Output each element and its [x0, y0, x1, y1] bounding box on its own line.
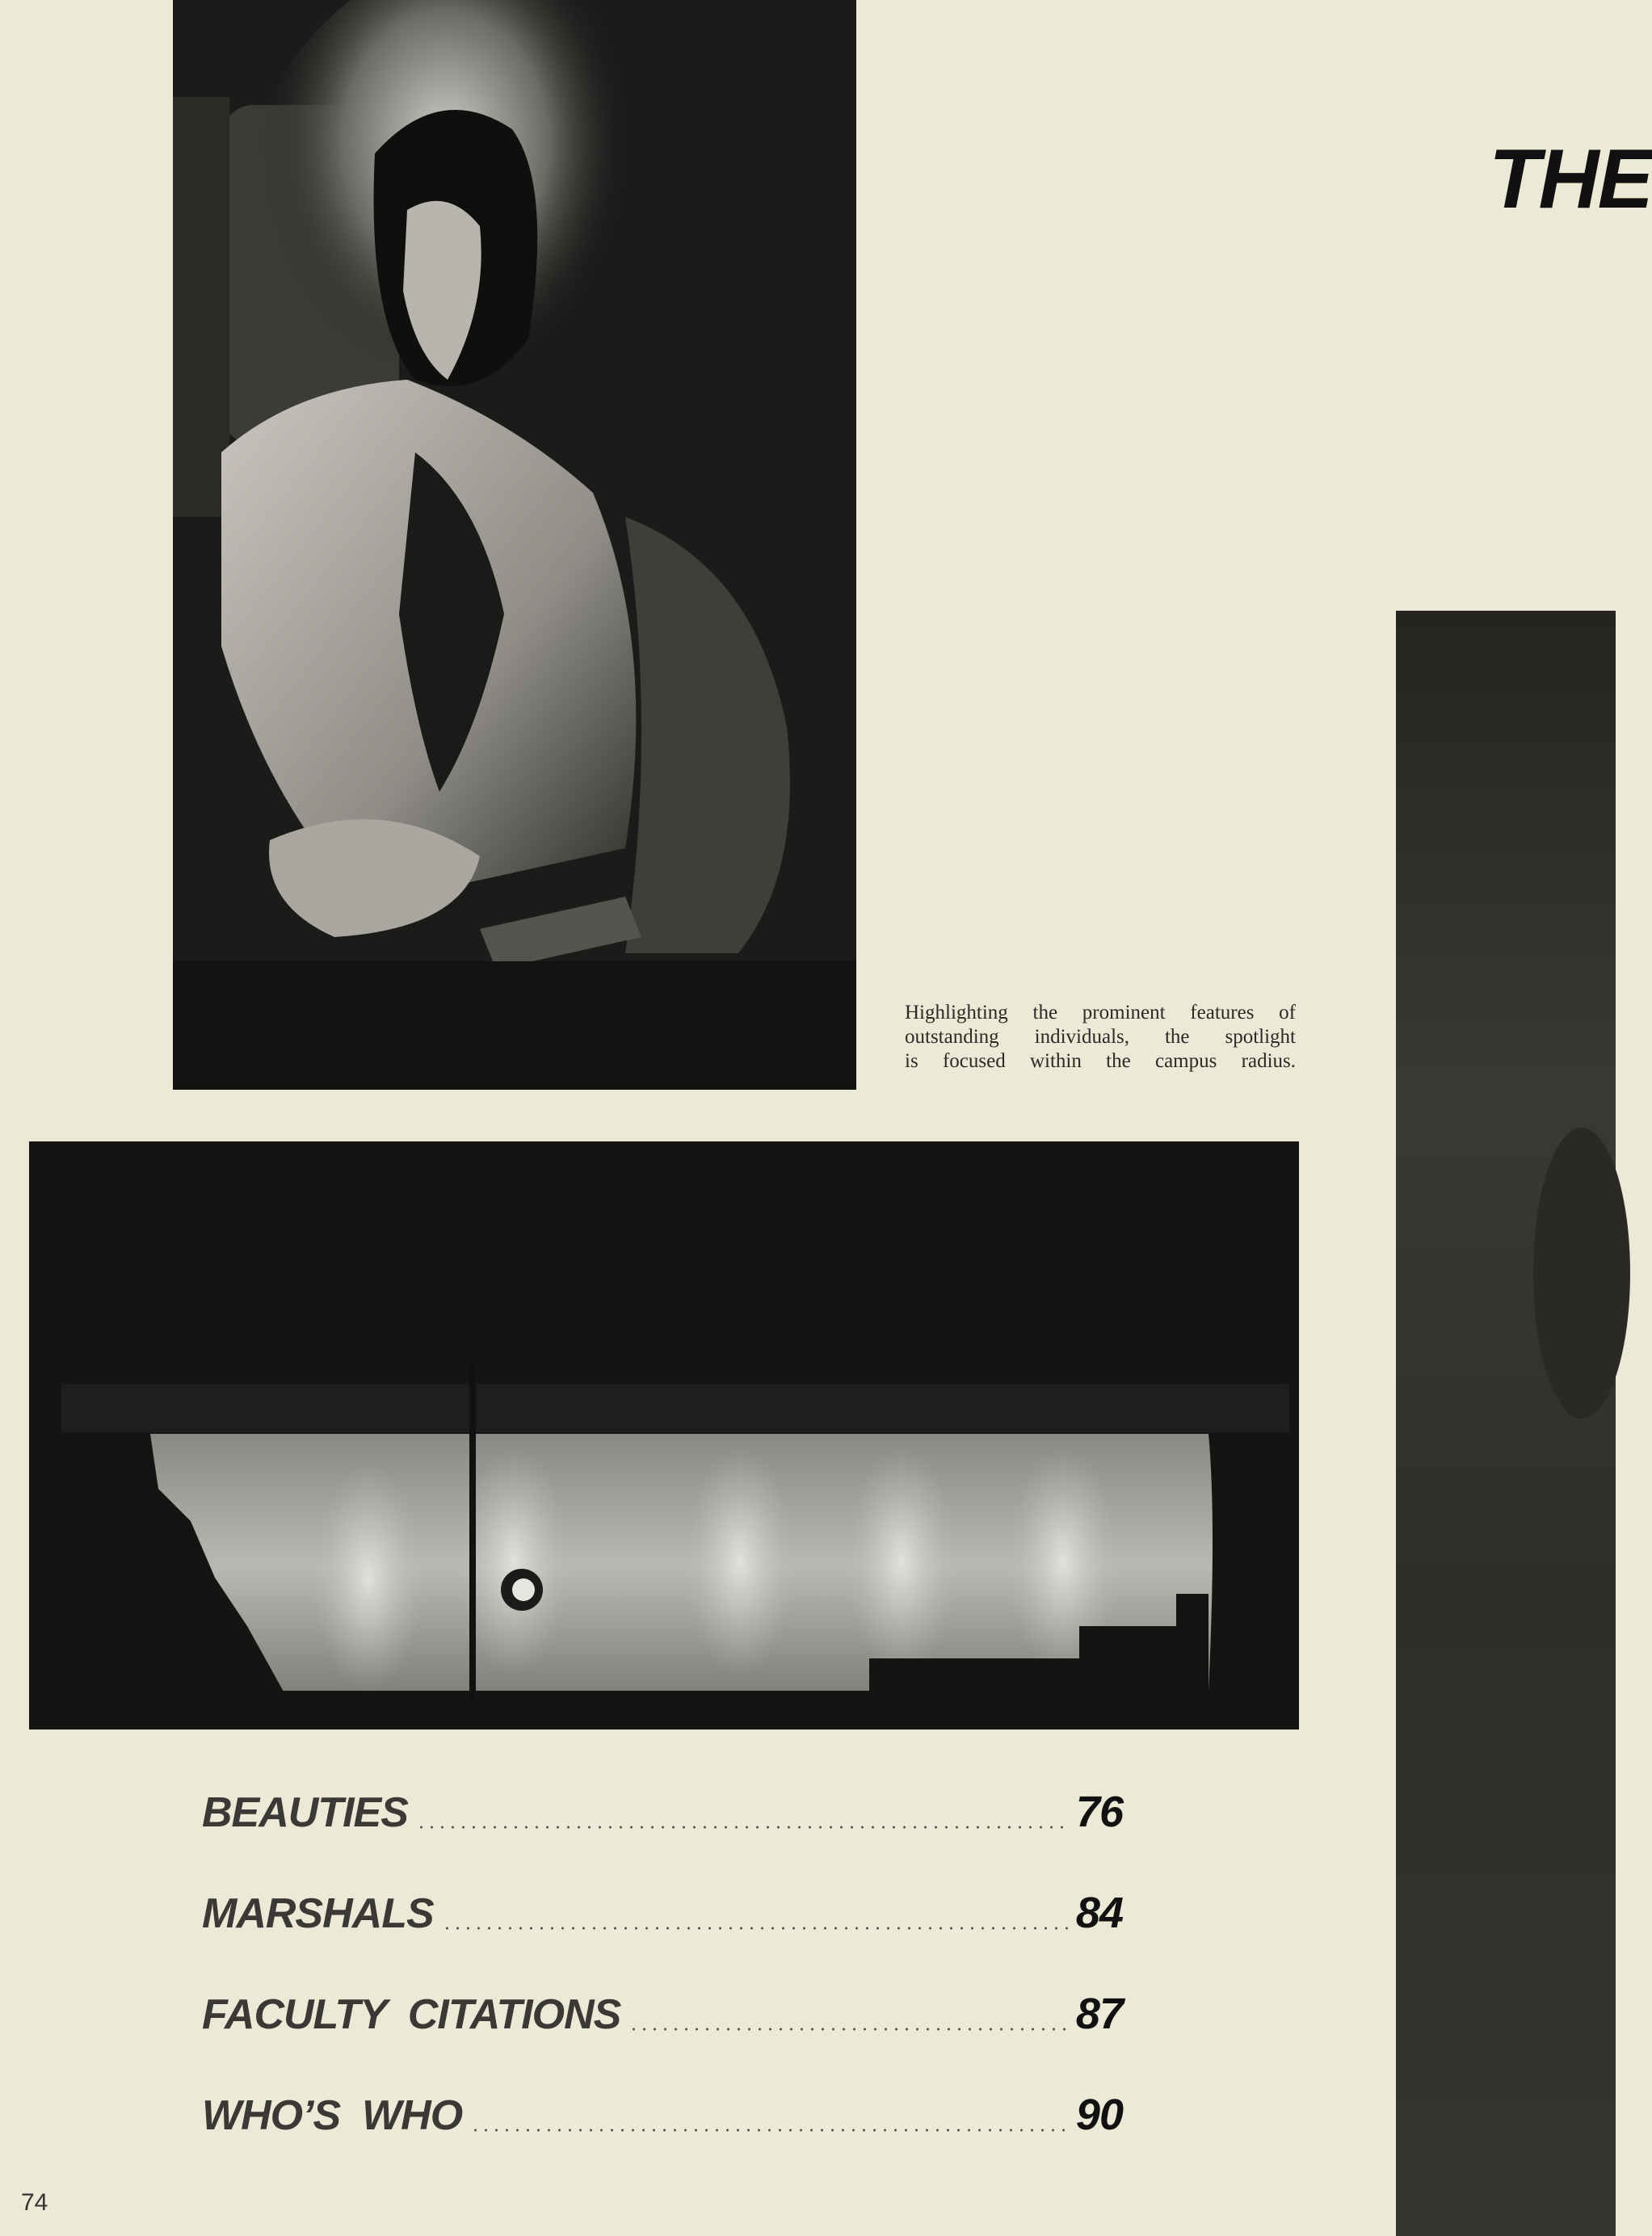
dot-leader: [416, 1826, 1071, 1829]
toc-entry[interactable]: [202, 1878, 1123, 1935]
stage-spotlight-photo: [29, 1141, 1299, 1730]
toc-entry-page: 84: [1075, 1889, 1123, 1937]
toc-entry-page: 76: [1075, 1788, 1123, 1836]
dot-leader: [628, 2028, 1071, 2031]
caption-line: is focused within the campus radius.: [905, 1050, 1296, 1072]
portrait-photo: [173, 0, 856, 1090]
toc-entry-label: WHO’S WHO: [202, 2092, 463, 2139]
toc-entry-label: FACULTY CITATIONS: [202, 1991, 621, 2038]
toc-entry[interactable]: [202, 1777, 1123, 1834]
photo-caption: [905, 1001, 1296, 1074]
toc-entry-page: 90: [1075, 2091, 1123, 2139]
dot-leader: [470, 2129, 1071, 2132]
stage-photo-image: [29, 1141, 1299, 1730]
toc-entry-page: 87: [1075, 1990, 1123, 2038]
dot-leader: [442, 1927, 1071, 1930]
right-edge-photo-image: [1396, 611, 1616, 2236]
toc-entry[interactable]: [202, 1979, 1123, 2036]
toc-entry[interactable]: [202, 2080, 1123, 2137]
page-number: 74: [21, 2189, 48, 2216]
section-title-partial: THE: [1489, 132, 1652, 226]
right-edge-photo: [1396, 611, 1616, 2236]
caption-line: Highlighting the prominent features of: [905, 1002, 1296, 1023]
portrait-photo-image: [173, 0, 856, 1090]
caption-line: outstanding individuals, the spotlight: [905, 1026, 1296, 1048]
toc-entry-label: BEAUTIES: [202, 1789, 408, 1836]
toc-entry-label: MARSHALS: [202, 1890, 434, 1937]
